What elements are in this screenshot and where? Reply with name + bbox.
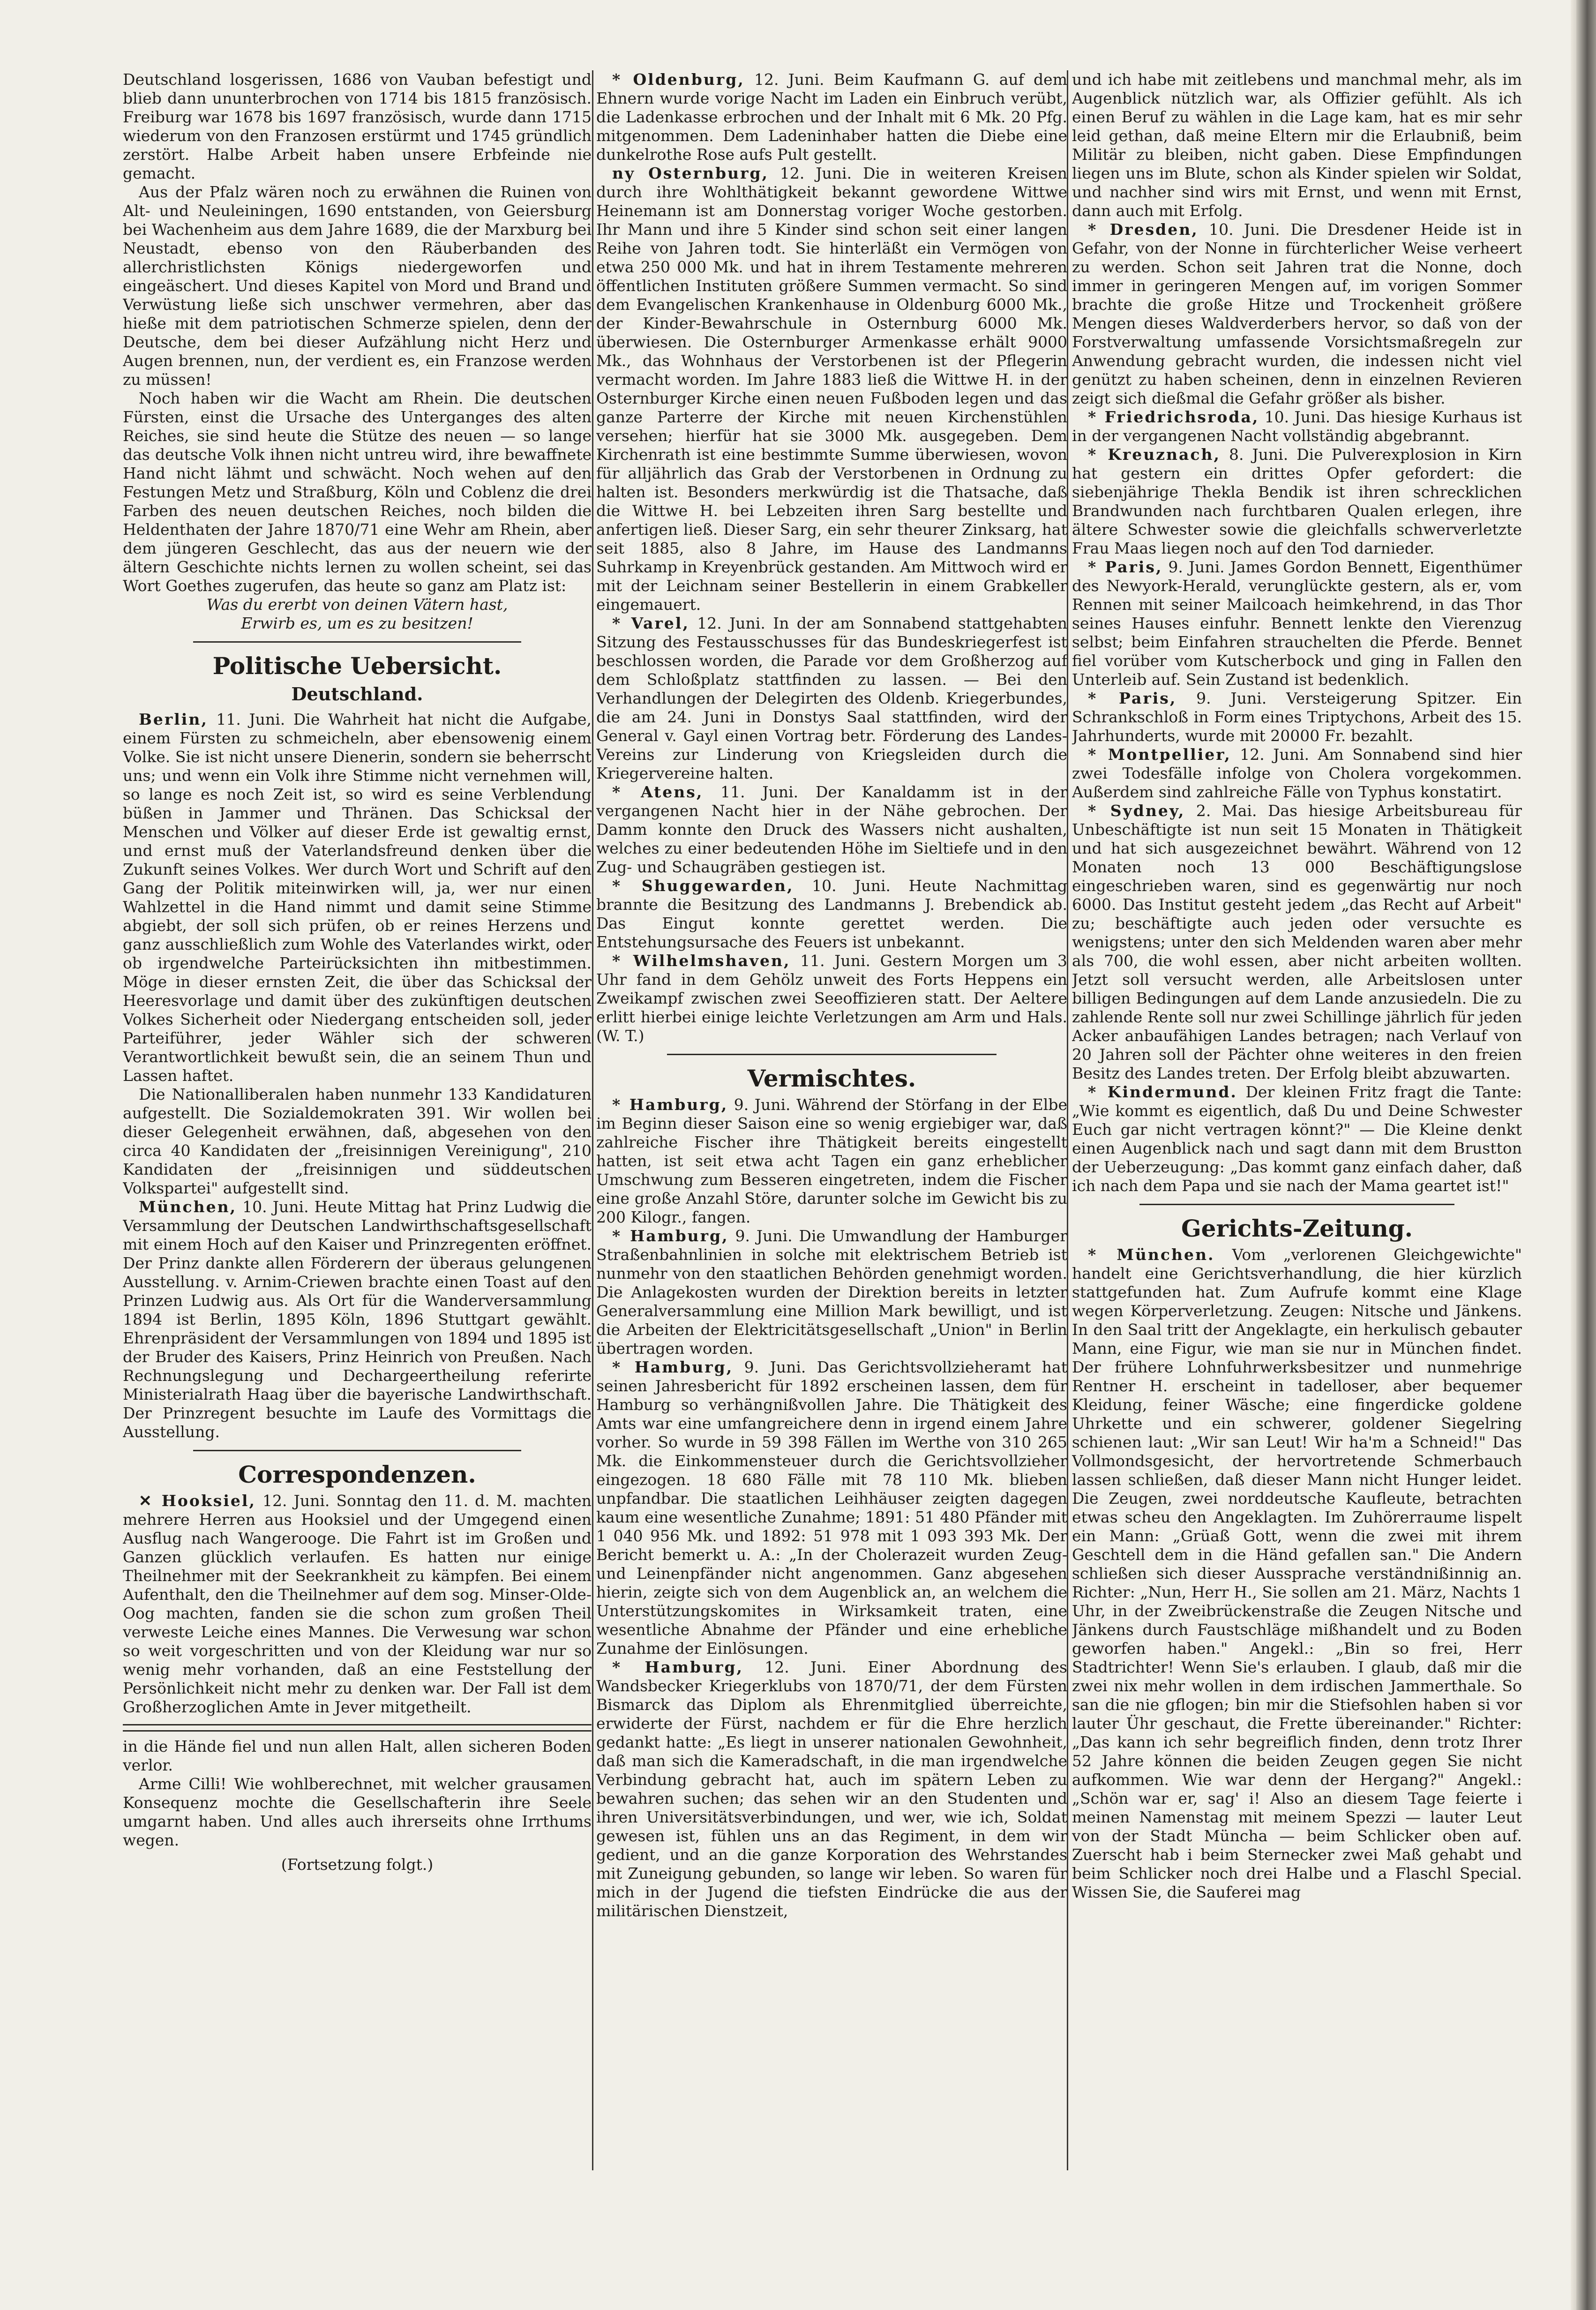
dateline: * Friedrichsroda, — [1088, 408, 1259, 426]
feuilleton-paragraph: Noch haben wir die Wacht am Rhein. Die deutschen Fürsten, einst die Ursache des Unterganges des alten Reiches, sie sind heute die Stütze des neuen — so lange das deutsche Volk ihnen nicht untreu wird, ihre bewaffnete Hand nicht lähmt und schwächt. Noch wehen auf den Festungen Metz und Straßburg, Köln und Coblenz die drei Farben des neuen deutschen Reiches, noch bilden die Heldenthaten der Jahre 1870/71 eine Wehr am Rhein, aber dem jüngeren Geschlecht, das aus der neuern wie der ältern Geschichte nichts lernen zu wollen scheint, sei das Wort Goethes zugerufen, das heute so ganz am Platz ist: — [123, 389, 592, 595]
article-wilhelmshaven — [596, 952, 1067, 1045]
section-divider — [667, 1054, 997, 1055]
article-shuggewarden — [596, 877, 1067, 952]
article-berlin — [123, 710, 592, 1085]
article-hooksiel — [123, 1492, 592, 1717]
article-kindermund — [1072, 1083, 1522, 1195]
section-divider — [1139, 1204, 1454, 1205]
feuilleton-paragraph: Deutschland losgerissen, 1686 von Vauban befestigt und blieb dann ununterbrochen von 1714 bis 1815 französisch. Freiburg war 1678 bis 1697 französisch, wurde dann 1715 wiederum von den Franzosen erstürmt und 1745 gründlich zerstört. Halbe Arbeit haben unsere Erbfeinde nie gemacht. — [123, 70, 592, 182]
article-text: 10. Juni. Heute Nachmittag brannte die Besitzung des Landmanns J. Brebendick ab. Das Eingut konnte gerettet werden. Die Entstehungsursache des Feuers ist unbekannt. — [596, 877, 1067, 951]
article-paris-bennett — [1072, 558, 1522, 689]
dateline: * Hamburg, — [612, 1095, 728, 1114]
dateline: * Oldenburg, — [612, 70, 745, 89]
dateline: * Paris, — [1088, 689, 1177, 707]
article-text: 10. Juni. Heute Mittag hat Prinz Ludwig die Versammlung der Deutschen Landwirthschaftsgesellschaft mit einem Hoch auf den Kaiser und Prinzregenten eröffnet. Der Prinz dankte allen Förderern der überaus gelungenen Ausstellung. v. Arnim-Criewen brachte einen Toast auf den Prinzen Ludwig aus. Als Ort für die Wanderversammlung 1894 ist Berlin, 1895 Köln, 1896 Stuttgart gewählt. Ehrenpräsident der Versammlungen von 1894 und 1895 ist der Bruder des Kaisers, Prinz Heinrich von Preußen. Nach Rechnungslegung und Dechargeertheilung referirte Ministerialrath Haag über die bayerische Landwirthschaft. Der Prinzregent besuchte im Laufe des Vormittags die Ausstellung. — [123, 1198, 592, 1441]
article-text: 12. Juni. Sonntag den 11. d. M. machten mehrere Herren aus Hooksiel und der Umgegend einen Ausflug nach Wangerooge. Die Fahrt ist im Großen und Ganzen glücklich verlaufen. Es hatten nur einige Theilnehmer mit der Seekrankheit zu kämpfen. Bei einem Aufenthalt, den die Theilnehmer auf dem sog. Minser-Olde-Oog machten, fanden sie die schon zum großen Theil verweste Leiche eines Mannes. Die Verwesung war schon so weit vorgeschritten und von der Kleidung war nur so wenig mehr vorhanden, daß an eine Feststellung der Persönlichkeit nicht mehr zu denken war. Der Fall ist dem Großherzoglichen Amte in Jever mitgetheilt. — [123, 1492, 592, 1716]
article-text: 8. Juni. Die Pulverexplosion in Kirn hat gestern ein drittes Opfer gefordert: die siebenjährige Thekla Bendik ist ihren schrecklichen Brandwunden nach furchtbaren Qualen erlegen, ihre ältere Schwester sowie die gleichfalls schwerverletzte Frau Maas liegen noch auf den Tod darnieder. — [1072, 445, 1522, 557]
section-heading-politik: Politische Uebersicht. — [212, 652, 502, 680]
article-text: 9. Juni. Versteigerung Spitzer. Ein Schrankschloß in Form eines Triptychons, Arbeit des 15. Jahrhunderts, wurde mit 20000 Fr. bezahlt. — [1072, 689, 1522, 745]
article-text: 12. Juni. Einer Abordnung des Wandsbecker Kriegerklubs von 1870/71, der dem Fürsten Bismarck das Diplom als Ehrenmitglied überreichte, erwiderte der Fürst, nachdem er für die Ehre herzlich gedankt hatte: „Es liegt in unserer nationalen Gewohnheit, daß man sich die Kameradschaft, in die man irgendwelche Verbindung gebracht hat, auch im spätern Leben zu bewahren suchen; das sehen wir an den Studenten und ihren Universitätsverbindungen, und wer, wie ich, Soldat gewesen ist, fühlen uns an das Regiment, in dem wir gedient, und an die ganze Korporation des Wehrstandes mit Zuneigung gebunden, so lange wir leben. So waren für mich in der Jugend die tiefsten Eindrücke die aus der militärischen Dienstzeit, — [596, 1658, 1067, 1920]
dateline: * Hamburg, — [612, 1358, 734, 1376]
article-text: Vom „verlorenen Gleichgewichte" handelt eine Gerichtsverhandlung, die hier kürzlich stattgefunden hat. Zum Aufrufe kommt eine Klage wegen Körperverletzung. Zeugen: Nitsche und Jänkens. In den Saal tritt der Angeklagte, ein herkulisch gebauter Mann, eine Figur, wie man sie nur in München findet. Der frühere Lohnfuhrwerksbesitzer und nunmehrige Rentner H. erscheint in tadelloser, aber bequemer Kleidung, feiner Wäsche; eine fingerdicke goldene Uhrkette und ein schwerer, goldener Siegelring schienen laut: „Wir san Leut! Wir ha'm a Schneid!" Das Vollmondsgesicht, der hervortretende Schmerbauch lassen schließen, daß dieser Mann nicht Hunger leidet. Die Zeugen, zwei norddeutsche Kaufleute, betrachten etwas scheu den Angeklagten. Im Zuhörerraume lispelt ein Mann: „Grüaß Gott, wenn die zwei mit ihrem Geschtell dem in die Händ gefallen san." Die Andern schließen sich dieser Aussprache verständnißinnig an. Richter: „Nun, Herr H., Sie sollen am 21. März, Nachts 1 Uhr, in der Zweibrückenstraße die Zeugen Nitsche und Jänkens durch Faustschläge mißhandelt und zu Boden geworfen haben." Angekl.: „Bin so frei, Herr Stadtrichter! Wenn Sie's erlauben. I glaub, daß mir die zwei nix mehr wollen in dem irdischen Jammerthale. So san die nie gflogen; bin mir die Stiefsohlen haben si vor lauter Ühr geschaut, die Frette übereinander." Richter: „Das kann ich sehr begreiflich finden, denn trotz Ihrer 52 Jahre können die beiden Zeugen gegen Sie nicht aufkommen. Wie war denn der Hergang?" Angekl.: „Schön war er, sag' i! Also an diesem Tage feierte i meinen Namenstag mit meinem Spezzi — lauter Leut von der Stadt Müncha — beim Schlicker oben auf. Zuerscht hab i beim Sternecker zwei Maß gehabt und beim Schlicker noch drei Halbe und a Flaschl Special. Wissen Sie, die Sauferei mag — [1072, 1245, 1522, 1901]
dateline: München, — [139, 1198, 237, 1216]
continuation-note: (Fortsetzung folgt.) — [281, 1855, 434, 1874]
page-binding-edge — [1576, 0, 1596, 2310]
article-paris-spitzer — [1072, 689, 1522, 745]
article-text: 9. Juni. Das Gerichtsvollzieheramt hat seinen Jahresbericht für 1892 erscheinen lassen, dem für Hamburg so verhängnißvollen Jahre. Die Thätigkeit des Amts war eine umfangreichere denn in irgend einem Jahre vorher. So wurde in 59 398 Fällen im Werthe von 310 265 Mk. die Einkommensteuer durch die Gerichtsvollzieher eingezogen. 18 680 Fälle mit 78 110 Mk. blieben unpfandbar. Die staatlichen Leihhäuser zeigten dagegen kaum eine wesentliche Zunahme; 1891: 51 480 Pfänder mit 1 040 956 Mk. und 1892: 51 978 mit 1 093 393 Mk. Der Bericht bemerkt u. A.: „In der Cholerazeit wurden Zeug- und Leinenpfänder nicht angenommen. Ganz abgesehen hierin, zeigte sich von dem Augenblick an, an welchem die Unterstützungskomites in Wirksamkeit traten, eine wesentliche Abnahme der Pfänder und eine erhebliche Zunahme der Einlösungen. — [596, 1358, 1067, 1658]
feuilleton-divider — [123, 1724, 592, 1732]
article-sydney — [1072, 802, 1522, 1083]
dateline: * Kreuznach, — [1088, 445, 1221, 464]
article-muenchen — [123, 1198, 592, 1441]
article-text: 10. Juni. Das hiesige Kurhaus ist in der vergangenen Nacht vollständig abgebrannt. — [1072, 408, 1522, 445]
dateline: * Montpellier, — [1088, 745, 1231, 764]
article-osternburg — [596, 164, 1067, 614]
dateline: * Varel, — [612, 614, 689, 632]
dateline: * Dresden, — [1088, 220, 1199, 239]
section-divider — [193, 1450, 521, 1451]
section-divider — [193, 641, 521, 643]
article-hamburg-stoerfang — [596, 1095, 1067, 1227]
goethe-verse-line: Was du ererbt von deinen Vätern hast, — [206, 595, 508, 614]
article-montpellier — [1072, 745, 1522, 802]
article-text: 12. Juni. Beim Kaufmann G. auf dem Ehnern wurde vorige Nacht im Laden ein Einbruch verübt, die Ladenkasse erbrochen und der Inhalt mit 6 Mk. 20 Pfg. mitgenommen. Dem Ladeninhaber hatten die Diebe eine dunkelrothe Rose aufs Pult gestellt. — [596, 70, 1067, 164]
article-atens — [596, 783, 1067, 877]
article-dresden — [1072, 220, 1522, 408]
article-text: 11. Juni. Gestern Morgen um 3 Uhr fand in dem Gehölz unweit des Forts Heppens ein Zweikampf zwischen zwei Seeoffizieren statt. Der Aeltere erlitt hierbei einige leichte Verletzungen am Arm und Hals. (W. T.) — [596, 952, 1067, 1045]
article-text: 10. Juni. Die Dresdener Heide ist in Gefahr, von der Nonne in fürchterlicher Weise verheert zu werden. Schon seit Jahren trat die Nonne, doch immer in geringeren Mengen auf, im vorigen Sommer brachte die große Hitze und Trockenheit größere Mengen dieses Waldverderbers hervor, so daß von der Forstverwaltung umfassende Vorsichtsmaßregeln zur Anwendung gebracht wurden, die indessen nicht viel genützt zu haben scheinen, denn in einzelnen Revieren zeigt sich dießmal die Gefahr größer als bisher. — [1072, 220, 1522, 407]
article-varel — [596, 614, 1067, 783]
article-kreuznach — [1072, 445, 1522, 558]
dateline: * Paris, — [1088, 558, 1163, 576]
article-text: 12. Juni. Am Sonnabend sind hier zwei Todesfälle infolge von Cholera vorgekommen. Außerdem sind zahlreiche Fälle von Typhus konstatirt. — [1072, 745, 1522, 801]
dateline: * Hamburg, — [612, 1227, 729, 1245]
dateline: * Atens, — [612, 783, 704, 801]
section-heading-vermischtes: Vermischtes. — [747, 1065, 916, 1092]
page-fold-shadow — [1571, 0, 1576, 2310]
column-3 — [1072, 70, 1522, 2273]
article-friedrichsroda — [1072, 408, 1522, 445]
feuilleton-paragraph: in die Hände fiel und nun allen Halt, allen sicheren Boden verlor. — [123, 1737, 592, 1774]
section-heading-gerichts-zeitung: Gerichts-Zeitung. — [1181, 1215, 1413, 1242]
dateline: * Kindermund. — [1088, 1083, 1237, 1101]
feuilleton-paragraph: Aus der Pfalz wären noch zu erwähnen die Ruinen von Alt- und Neuleiningen, 1690 entstanden, von Geiersburg bei Wachenheim aus dem Jahre 1689, die der Marxburg bei Neustadt, ebenso von den Räuberbanden des allerchristlichsten Königs niedergeworfen und eingeäschert. Und dieses Kapitel von Mord und Brand und Verwüstung ließe sich unschwer vermehren, aber das hieße mit dem patriotischen Schmerze spielen, denn der Deutsche, dem bei dieser Aufzählung nicht Herz und Augen brennen, nun, der verdient es, ein Franzose werden zu müssen! — [123, 183, 592, 389]
article-text: 9. Juni. James Gordon Bennett, Eigenthümer des Newyork-Herald, verunglückte gestern, als er, vom Rennen mit seiner Mailcoach heimkehrend, in das Thor seines Hauses einfuhr. Bennett lenkte den Vierenzug selbst; beim Einfahren strauchelten die Pferde. Bennet fiel vorüber vom Kutscherbock und ging in Fallen den Unterleib auf. Sein Zustand ist bedenklich. — [1072, 558, 1522, 689]
article-hamburg-gerichtsvollzieher — [596, 1358, 1067, 1658]
feuilleton-paragraph: Arme Cilli! Wie wohlberechnet, mit welcher grausamen Konsequenz mochte die Gesellschafterin ihre Seele umgarnt haben. Und alles auch ihrerseits ohne Irrthums wegen. — [123, 1775, 592, 1849]
goethe-verse-line: Erwirb es, um es zu besitzen! — [241, 614, 473, 632]
article-muenchen-gericht — [1072, 1245, 1522, 1902]
article-text: 11. Juni. Die Wahrheit hat nicht die Aufgabe, einem Fürsten zu schmeicheln, aber ebensowenig einem Volke. Sie ist nicht unsere Dienerin, sondern sie beherrscht uns; und wenn ein Volk ihre Stimme nicht vernehmen will, so lange es noch Zeit ist, so wird es seine Verblendung büßen in Jammer und Thränen. Das Schicksal der Menschen und Völker auf dieser Erde ist gewaltig ernst, und ernst muß der Vaterlandsfreund denken über die Zukunft seines Volkes. Wer durch Wort und Schrift auf den Gang der Politik miteinwirken will, ja, wer nur einen Wahlzettel in die Hand nimmt und damit seine Stimme abgiebt, der soll sich prüfen, ob er reines Herzens und ganz ausschließlich zum Wohle des Vaterlandes wirkt, oder ob irgendwelche Parteirücksichten ihn mitbestimmen. Möge in dieser ernsten Zeit, die über das Schicksal der Heeresvorlage und damit über des zukünftigen deutschen Volkes Sicherheit oder Niedergang entscheiden soll, jeder Parteiführer, jeder Wähler sich der schweren Verantwortlichkeit bewußt sein, die an seinem Thun und Lassen haftet. — [123, 710, 592, 1085]
column-2 — [596, 70, 1067, 2273]
article-text: Der kleinen Fritz fragt die Tante: „Wie kommt es eigentlich, daß Du und Deine Schwester Euch gar nicht vertragen könnt?" — Die Kleine denkt einen Augenblick nach und sagt dann mit dem Brustton der Ueberzeugung: „Das kommt ganz einfach daher, daß ich nach dem Papa und sie nach der Mama geartet ist!" — [1072, 1083, 1522, 1195]
article-oldenburg — [596, 70, 1067, 164]
article-hamburg-bismarck — [596, 1658, 1067, 1920]
column-rule — [592, 70, 593, 2170]
column-1 — [123, 70, 592, 2273]
dateline: * Shuggewarden, — [612, 877, 794, 895]
section-heading-correspondenzen: Correspondenzen. — [238, 1461, 476, 1488]
dateline: * Sydney, — [1088, 802, 1185, 820]
newspaper-page — [123, 70, 1523, 2273]
article-text: 12. Juni. Die in weiteren Kreisen durch ihre Wohlthätigkeit bekannt gewordene Wittwe Heinemann ist am Donnerstag voriger Woche gestorben. Ihr Mann und ihre 5 Kinder sind schon seit einer langen Reihe von Jahren todt. Sie hinterläßt ein Vermögen von etwa 250 000 Mk. und hat in ihrem Testamente mehreren öffentlichen Instituten größere Summen vermacht. So sind dem Evangelischen Krankenhause in Oldenburg 6000 Mk., der Kinder-Bewahrschule in Osternburg 6000 Mk. überwiesen. Die Osternburger Armenkasse erhält 9000 Mk., das Wohnhaus der Verstorbenen ist der Pflegerin vermacht worden. Im Jahre 1883 ließ die Wittwe H. in der Osternburger Kirche einen neuen Fußboden legen und das ganze Parterre der Kirche mit neuen Kirchenstühlen versehen; hierfür hat sie 3000 Mk. ausgegeben. Dem Kirchenrath ist eine bestimmte Summe überwiesen, wovon für alljährlich das Grab der Verstorbenen in Ordnung zu halten ist. Besonders merkwürdig ist die Thatsache, daß die Wittwe H. bei Lebzeiten ihren Sarg bestellte und anfertigen ließ. Dieser Sarg, ein sehr theurer Zinksarg, hat seit 1885, also 8 Jahre, im Hause des Landmanns Suhrkamp in Kreyenbrück gestanden. Am Mittwoch wird er mit der Leichnam seiner Bestellerin in einem Grabkeller eingemauert. — [596, 164, 1067, 614]
dateline: * Wilhelmshaven, — [612, 952, 791, 970]
article-hamburg-strassenbahn — [596, 1227, 1067, 1358]
article-text: 2. Mai. Das hiesige Arbeitsbureau für Unbeschäftigte ist nun seit 15 Monaten in Thätigkeit und hat sich ausgezeichnet bewährt. Während von 12 Monaten noch 13 000 Beschäftigungslose eingeschrieben waren, sind es gegenwärtig nur noch 6000. Das Institut gesteht jedem „das Recht auf Arbeit" zu; beschäftigte auch jeden oder versuchte es wenigstens; unter den sich Meldenden waren aber mehr als 700, die wohl essen, aber nicht arbeiten wollten. Jetzt soll versucht werden, alle Arbeitslosen unter billigen Bedingungen auf dem Lande anzusiedeln. Die zu zahlende Rente soll nur zwei Schillinge jährlich für jeden Acker anbaufähigen Landes betragen; nach Verlauf von 20 Jahren soll der Pächter ohne weiteres in den freien Besitz des Landes treten. Der Erfolg bleibt abzuwarten. — [1072, 802, 1522, 1082]
article-text: 12. Juni. In der am Sonnabend stattgehabten Sitzung des Festausschusses für das Bundeskriegerfest ist beschlossen worden, die Parade vor dem Großherzog auf dem Schloßplatz stattfinden zu lassen. — Bei den Verhandlungen der Delegirten des Oldenb. Kriegerbundes, die am 24. Juni in Donstys Saal stattfinden, wird der General v. Gayl einen Vortrag betr. Förderung des Landes-Vereins zur Linderung von Kriegsleiden durch die Kriegervereine halten. — [596, 614, 1067, 782]
dateline: ✕ Hooksiel, — [139, 1492, 256, 1510]
article-continuation: und ich habe mit zeitlebens und manchmal mehr, als im Augenblick nützlich war, als Offizier gefühlt. Als ich einen Beruf zu wählen in die Lage kam, hat es mir sehr leid gethan, daß meine Eltern mir die Erlaubniß, beim Militär zu bleiben, nicht gaben. Diese Empfindungen liegen uns im Blute, schon als Kinder spielen wir Soldat, und nachher sind wirs mit Ernst, und wenn mit Ernst, dann auch mit Erfolg. — [1072, 70, 1522, 220]
article-nationalliberale: Die Nationalliberalen haben nunmehr 133 Kandidaturen aufgestellt. Die Sozialdemokraten 391. Wir wollen bei dieser Gelegenheit erwähnen, daß, abgesehen von den circa 40 Kandidaten der „freisinnigen Vereinigung", 210 Kandidaten der „freisinnigen und süddeutschen Volkspartei" aufgestellt sind. — [123, 1085, 592, 1197]
dateline: * Hamburg, — [612, 1658, 744, 1676]
dateline: ny Osternburg, — [612, 164, 769, 182]
dateline: * München. — [1088, 1245, 1215, 1264]
article-text: 9. Juni. Während der Störfang in der Elbe im Beginn dieser Saison eine so wenig ergiebiger war, daß zahlreiche Fischer ihre Thätigkeit bereits eingestellt hatten, ist seit etwa acht Tagen ein ganz erheblicher Umschwung zum Besseren eingetreten, indem die Fischer eine große Anzahl Störe, darunter solche im Gewicht bis zu 200 Kilogr., fangen. — [596, 1095, 1067, 1226]
article-text: 11. Juni. Der Kanaldamm ist in der vergangenen Nacht hier in der Nähe gebrochen. Der Damm konnte den Druck des Wassers nicht aushalten, welches zu einer bedeutenden Höhe im Sieltiefe und in den Zug- und Schaugräben gestiegen ist. — [596, 783, 1067, 876]
article-text: 9. Juni. Die Umwandlung der Hamburger Straßenbahnlinien in solche mit elektrischem Betrieb ist nunmehr von den staatlichen Behörden genehmigt worden. Die Anlagekosten wurden der Direktion bereits in letzter Generalversammlung eine Million Mark bewilligt, und ist die Arbeiten der Elektricitätsgesellschaft „Union" in Berlin übertragen worden. — [596, 1227, 1067, 1358]
subheading-deutschland: Deutschland. — [291, 683, 423, 705]
dateline: Berlin, — [139, 710, 208, 728]
